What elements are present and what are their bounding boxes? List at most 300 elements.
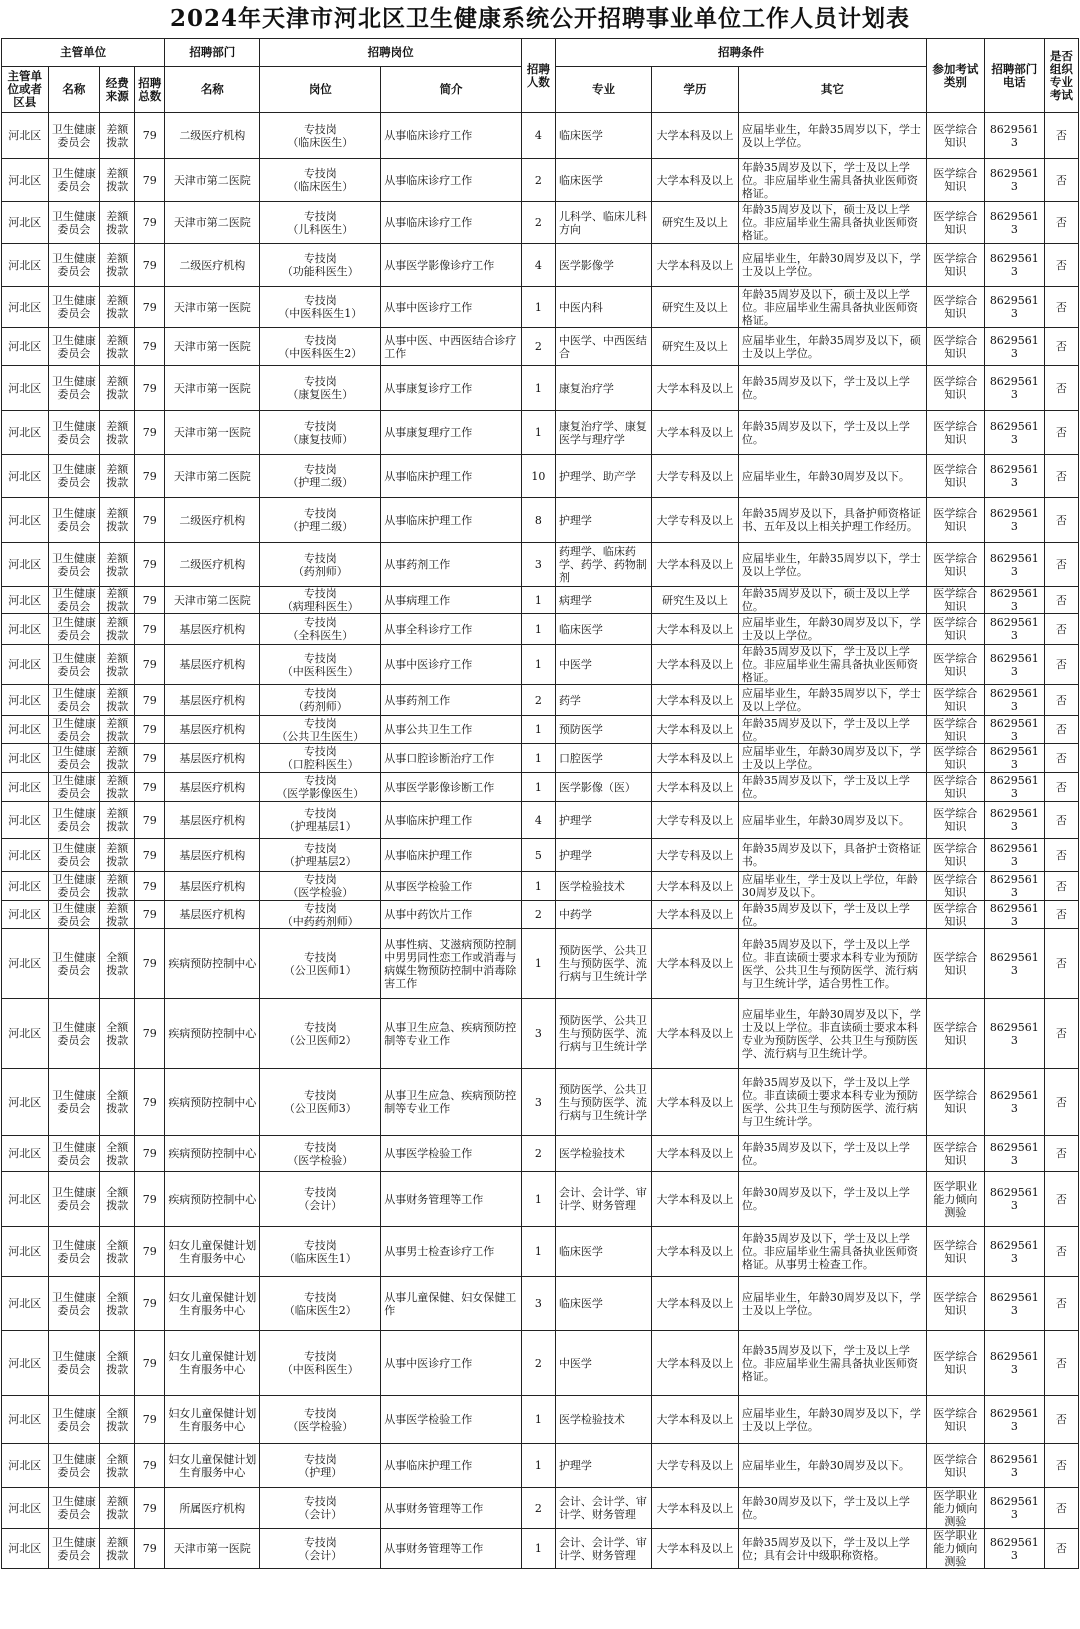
table-row: [2, 159, 1079, 202]
funding-cell: 差额拨款: [100, 202, 135, 244]
major-cell: 康复治疗学、康复医学与理疗学: [555, 411, 651, 455]
page-title: 2024年天津市河北区卫生健康系统公开招聘事业单位工作人员计划表: [169, 5, 910, 32]
unit-name-cell: 卫生健康委员会: [48, 287, 100, 328]
header-group-unit: 主管单位: [2, 39, 165, 67]
pro-exam-cell: 否: [1044, 287, 1078, 328]
position-cell: [260, 411, 381, 455]
district-cell: 河北区: [2, 1069, 49, 1136]
exam-type-cell: 医学综合知识: [926, 839, 984, 872]
phone-cell: 86295613: [984, 328, 1044, 366]
pro-exam-cell: 否: [1044, 685, 1078, 716]
pro-exam-cell: 否: [1044, 1172, 1078, 1227]
unit-name-cell: 卫生健康委员会: [48, 1444, 100, 1488]
other-cell: 年龄35周岁及以下，学士及以上学位。非直读硕士要求本科专业为预防医学、公共卫生与预防医学、流行病与卫生统计学，适合男性工作。: [738, 929, 926, 999]
position-cell: [260, 543, 381, 587]
total-cell: 79: [135, 366, 165, 411]
position-title: （临床医生）: [287, 180, 354, 193]
position-cell: [260, 202, 381, 244]
funding-cell: 差额拨款: [100, 614, 135, 645]
intro-cell: 从事中医、中西医结合诊疗工作: [381, 328, 522, 366]
other-cell: 应届毕业生，年龄30周岁及以下，学士及以上学位。: [738, 1277, 926, 1331]
position-type: 专技岗: [303, 950, 337, 964]
total-cell: 79: [135, 1488, 165, 1529]
unit-name-cell: 卫生健康委员会: [48, 1172, 100, 1227]
funding-cell: 全额拨款: [100, 1172, 135, 1227]
unit-name-cell: 卫生健康委员会: [48, 159, 100, 202]
other-cell: 应届毕业生，年龄30周岁及以下。: [738, 802, 926, 839]
total-cell: 79: [135, 244, 165, 287]
education-cell: 大学本科及以上: [652, 929, 739, 999]
total-cell: 79: [135, 543, 165, 587]
intro-cell: 从事财务管理等工作: [381, 1172, 522, 1227]
position-type: 专技岗: [303, 651, 337, 665]
dept-cell: 基层医疗机构: [165, 716, 260, 744]
position-cell: [260, 113, 381, 159]
exam-type-cell: 医学综合知识: [926, 802, 984, 839]
other-cell: 应届毕业生，年龄35周岁以下，学士及以上学位。: [738, 113, 926, 159]
position-type: 专技岗: [303, 252, 337, 265]
count-cell: 1: [521, 744, 555, 773]
major-cell: 药学: [555, 685, 651, 716]
position-title: （中药药剂师）: [281, 914, 359, 928]
intro-cell: 从事中药饮片工作: [381, 901, 522, 929]
other-cell: 应届毕业生，年龄30周岁及以下，学士及以上学位。: [738, 1396, 926, 1444]
other-cell: 年龄35周岁及以下，具备护师资格证书、五年及以上相关护理工作经历。: [738, 498, 926, 543]
total-cell: 79: [135, 587, 165, 614]
pro-exam-cell: 否: [1044, 1136, 1078, 1172]
total-cell: 79: [135, 1277, 165, 1331]
position-title: （医学影像医生）: [276, 787, 365, 800]
position-cell: [260, 1227, 381, 1277]
table-row: [2, 587, 1079, 614]
position-title: （康复技师）: [287, 432, 354, 446]
count-cell: 1: [521, 929, 555, 999]
table-row: [2, 1227, 1079, 1277]
table-row: [2, 685, 1079, 716]
unit-name-cell: 卫生健康委员会: [48, 773, 100, 802]
table-row: [2, 1444, 1079, 1488]
dept-cell: 基层医疗机构: [165, 614, 260, 645]
major-cell: 中药学: [555, 901, 651, 929]
dept-cell: 二级医疗机构: [165, 244, 260, 287]
education-cell: 大学本科及以上: [652, 614, 739, 645]
pro-exam-cell: 否: [1044, 113, 1078, 159]
intro-cell: 从事药剂工作: [381, 685, 522, 716]
position-type: 专技岗: [303, 774, 337, 787]
intro-cell: 从事中医诊疗工作: [381, 1331, 522, 1396]
count-cell: 10: [521, 455, 555, 498]
phone-cell: 86295613: [984, 1136, 1044, 1172]
unit-name-cell: 卫生健康委员会: [48, 645, 100, 685]
unit-name-cell: 卫生健康委员会: [48, 802, 100, 839]
district-cell: 河北区: [2, 498, 49, 543]
funding-cell: 差额拨款: [100, 839, 135, 872]
district-cell: 河北区: [2, 685, 49, 716]
position-cell: [260, 716, 381, 744]
funding-cell: 差额拨款: [100, 411, 135, 455]
education-cell: 大学本科及以上: [652, 872, 739, 901]
phone-cell: 86295613: [984, 159, 1044, 202]
total-cell: 79: [135, 1136, 165, 1172]
position-title: （临床医生2）: [283, 1303, 357, 1317]
phone-cell: 86295613: [984, 202, 1044, 244]
header-professional-exam: 是否组织专业考试: [1044, 39, 1078, 113]
position-title: （病理科医生）: [281, 600, 359, 613]
dept-cell: 所属医疗机构: [165, 1488, 260, 1529]
phone-cell: 86295613: [984, 1331, 1044, 1396]
exam-type-cell: 医学综合知识: [926, 543, 984, 587]
count-cell: 3: [521, 999, 555, 1069]
position-type: 专技岗: [303, 1089, 337, 1102]
pro-exam-cell: 否: [1044, 901, 1078, 929]
count-cell: 2: [521, 901, 555, 929]
dept-cell: 妇女儿童保健计划生育服务中心: [165, 1396, 260, 1444]
other-cell: 年龄35周岁及以下，硕士及以上学位。非应届毕业生需具备执业医师资格证。: [738, 287, 926, 328]
funding-cell: 差额拨款: [100, 498, 135, 543]
funding-cell: 差额拨款: [100, 587, 135, 614]
position-title: （公卫医师2）: [283, 1033, 357, 1047]
position-cell: [260, 587, 381, 614]
education-cell: 大学本科及以上: [652, 1488, 739, 1529]
exam-type-cell: 医学综合知识: [926, 498, 984, 543]
funding-cell: 差额拨款: [100, 543, 135, 587]
total-cell: 79: [135, 411, 165, 455]
position-title: （中医科医生）: [281, 664, 359, 678]
other-cell: 年龄35周岁及以下，学士及以上学位。: [738, 411, 926, 455]
district-cell: 河北区: [2, 455, 49, 498]
total-cell: 79: [135, 202, 165, 244]
dept-cell: 基层医疗机构: [165, 872, 260, 901]
table-row: [2, 773, 1079, 802]
position-title: （中医科医生2）: [278, 346, 363, 360]
total-cell: 79: [135, 685, 165, 716]
total-cell: 79: [135, 498, 165, 543]
count-cell: 1: [521, 411, 555, 455]
district-cell: 河北区: [2, 1136, 49, 1172]
district-cell: 河北区: [2, 999, 49, 1069]
education-cell: 大学本科及以上: [652, 1277, 739, 1331]
position-title: （功能科医生）: [281, 265, 359, 278]
funding-cell: 差额拨款: [100, 802, 135, 839]
intro-cell: 从事口腔诊断治疗工作: [381, 744, 522, 773]
unit-name-cell: 卫生健康委员会: [48, 1396, 100, 1444]
education-cell: 大学专科及以上: [652, 498, 739, 543]
phone-cell: 86295613: [984, 872, 1044, 901]
pro-exam-cell: 否: [1044, 1488, 1078, 1529]
education-cell: 大学本科及以上: [652, 999, 739, 1069]
dept-cell: 基层医疗机构: [165, 744, 260, 773]
exam-type-cell: 医学综合知识: [926, 901, 984, 929]
table-row: [2, 202, 1079, 244]
other-cell: 年龄30周岁及以下，学士及以上学位。: [738, 1172, 926, 1227]
table-row: [2, 455, 1079, 498]
district-cell: 河北区: [2, 1331, 49, 1396]
unit-name-cell: 卫生健康委员会: [48, 328, 100, 366]
pro-exam-cell: 否: [1044, 543, 1078, 587]
unit-name-cell: 卫生健康委员会: [48, 411, 100, 455]
position-title: （全科医生）: [287, 629, 354, 642]
header-phone: 招聘部门电话: [984, 39, 1044, 113]
count-cell: 1: [521, 872, 555, 901]
phone-cell: 86295613: [984, 716, 1044, 744]
funding-cell: 差额拨款: [100, 744, 135, 773]
education-cell: 大学本科及以上: [652, 1529, 739, 1569]
pro-exam-cell: 否: [1044, 999, 1078, 1069]
table-row: [2, 366, 1079, 411]
count-cell: 2: [521, 1136, 555, 1172]
intro-cell: 从事医学检验工作: [381, 1396, 522, 1444]
count-cell: 1: [521, 1227, 555, 1277]
major-cell: 护理学: [555, 498, 651, 543]
recruitment-table: [1, 38, 1079, 1569]
dept-cell: 天津市第二医院: [165, 587, 260, 614]
dept-cell: 天津市第二医院: [165, 159, 260, 202]
phone-cell: 86295613: [984, 587, 1044, 614]
position-title: （医学检验）: [287, 886, 354, 899]
total-cell: 79: [135, 872, 165, 901]
total-cell: 79: [135, 1444, 165, 1488]
unit-name-cell: 卫生健康委员会: [48, 716, 100, 744]
dept-cell: 基层医疗机构: [165, 839, 260, 872]
education-cell: 大学本科及以上: [652, 113, 739, 159]
unit-name-cell: 卫生健康委员会: [48, 587, 100, 614]
district-cell: 河北区: [2, 1488, 49, 1529]
education-cell: 研究生及以上: [652, 287, 739, 328]
header-dept-name: 名称: [165, 67, 260, 113]
pro-exam-cell: 否: [1044, 202, 1078, 244]
total-cell: 79: [135, 455, 165, 498]
position-cell: [260, 1444, 381, 1488]
pro-exam-cell: 否: [1044, 802, 1078, 839]
position-type: 专技岗: [303, 842, 337, 855]
total-cell: 79: [135, 999, 165, 1069]
district-cell: 河北区: [2, 872, 49, 901]
major-cell: 药理学、临床药学、药学、药物制剂: [555, 543, 651, 587]
position-title: （公共卫生医生）: [276, 729, 365, 743]
education-cell: 大学本科及以上: [652, 1331, 739, 1396]
other-cell: 年龄35周岁及以下，学士及以上学位。非应届毕业生需具备执业医师资格证。从事男士检查工作。: [738, 1227, 926, 1277]
count-cell: 1: [521, 1529, 555, 1569]
unit-name-cell: 卫生健康委员会: [48, 1488, 100, 1529]
total-cell: 79: [135, 802, 165, 839]
position-type: 专技岗: [303, 716, 337, 730]
other-cell: 年龄35周岁及以下，学士及以上学位。非应届毕业生需具备执业医师资格证。: [738, 645, 926, 685]
unit-name-cell: 卫生健康委员会: [48, 744, 100, 773]
table-row: [2, 1069, 1079, 1136]
phone-cell: 86295613: [984, 543, 1044, 587]
education-cell: 研究生及以上: [652, 202, 739, 244]
count-cell: 2: [521, 159, 555, 202]
count-cell: 1: [521, 1444, 555, 1488]
district-cell: 河北区: [2, 1277, 49, 1331]
position-cell: [260, 244, 381, 287]
table-row: [2, 1136, 1079, 1172]
other-cell: 年龄35周岁及以下，学士及以上学位。非应届毕业生需具备执业医师资格证。: [738, 1331, 926, 1396]
phone-cell: 86295613: [984, 685, 1044, 716]
position-type: 专技岗: [303, 1140, 337, 1154]
table-row: [2, 929, 1079, 999]
funding-cell: 全额拨款: [100, 1396, 135, 1444]
intro-cell: 从事财务管理等工作: [381, 1529, 522, 1569]
exam-type-cell: 医学综合知识: [926, 1227, 984, 1277]
funding-cell: 差额拨款: [100, 366, 135, 411]
table-row: [2, 614, 1079, 645]
phone-cell: 86295613: [984, 929, 1044, 999]
education-cell: 大学本科及以上: [652, 716, 739, 744]
position-type: 专技岗: [303, 122, 337, 136]
position-type: 专技岗: [303, 1406, 337, 1420]
intro-cell: 从事病理工作: [381, 587, 522, 614]
phone-cell: 86295613: [984, 901, 1044, 929]
district-cell: 河北区: [2, 901, 49, 929]
header-exam-type: 参加考试类别: [926, 39, 984, 113]
count-cell: 2: [521, 1488, 555, 1529]
major-cell: 护理学: [555, 839, 651, 872]
position-cell: [260, 872, 381, 901]
education-cell: 大学本科及以上: [652, 159, 739, 202]
district-cell: 河北区: [2, 202, 49, 244]
exam-type-cell: 医学综合知识: [926, 113, 984, 159]
other-cell: 年龄35周岁及以下，学士及以上学位。: [738, 1136, 926, 1172]
phone-cell: 86295613: [984, 773, 1044, 802]
total-cell: 79: [135, 113, 165, 159]
phone-cell: 86295613: [984, 498, 1044, 543]
education-cell: 大学本科及以上: [652, 744, 739, 773]
other-cell: 年龄35周岁及以下，学士及以上学位。非直读硕士要求本科专业为预防医学、公共卫生与预防医学、流行病与卫生统计学。: [738, 1069, 926, 1136]
unit-name-cell: 卫生健康委员会: [48, 1277, 100, 1331]
count-cell: 2: [521, 1331, 555, 1396]
phone-cell: 86295613: [984, 1172, 1044, 1227]
count-cell: 2: [521, 202, 555, 244]
intro-cell: 从事医学影像诊疗工作: [381, 244, 522, 287]
dept-cell: 天津市第二医院: [165, 202, 260, 244]
header-unit-name: 名称: [48, 67, 100, 113]
position-title: （中医科医生1）: [278, 307, 363, 320]
position-cell: [260, 287, 381, 328]
total-cell: 79: [135, 614, 165, 645]
dept-cell: 妇女儿童保健计划生育服务中心: [165, 1444, 260, 1488]
other-cell: 应届毕业生，年龄30周岁及以下。: [738, 455, 926, 498]
table-row: [2, 411, 1079, 455]
funding-cell: 全额拨款: [100, 1277, 135, 1331]
funding-cell: 差额拨款: [100, 244, 135, 287]
district-cell: 河北区: [2, 1396, 49, 1444]
other-cell: 年龄35周岁及以下，学士及以上学位。非应届毕业生需具备执业医师资格证。: [738, 159, 926, 202]
education-cell: 大学本科及以上: [652, 543, 739, 587]
major-cell: 临床医学: [555, 113, 651, 159]
table-row: [2, 543, 1079, 587]
funding-cell: 差额拨款: [100, 455, 135, 498]
position-title: （公卫医师1）: [283, 963, 357, 977]
position-cell: [260, 685, 381, 716]
position-cell: [260, 645, 381, 685]
dept-cell: 妇女儿童保健计划生育服务中心: [165, 1227, 260, 1277]
pro-exam-cell: 否: [1044, 1277, 1078, 1331]
count-cell: 8: [521, 498, 555, 543]
phone-cell: 86295613: [984, 1069, 1044, 1136]
major-cell: 护理学: [555, 1444, 651, 1488]
position-type: 专技岗: [303, 1290, 337, 1304]
pro-exam-cell: 否: [1044, 1444, 1078, 1488]
unit-name-cell: 卫生健康委员会: [48, 839, 100, 872]
education-cell: 大学本科及以上: [652, 1227, 739, 1277]
phone-cell: 86295613: [984, 839, 1044, 872]
funding-cell: 差额拨款: [100, 716, 135, 744]
position-cell: [260, 455, 381, 498]
education-cell: 大学本科及以上: [652, 901, 739, 929]
phone-cell: 86295613: [984, 645, 1044, 685]
district-cell: 河北区: [2, 244, 49, 287]
education-cell: 大学本科及以上: [652, 411, 739, 455]
phone-cell: 86295613: [984, 1488, 1044, 1529]
position-cell: [260, 929, 381, 999]
position-type: 专技岗: [303, 507, 337, 520]
count-cell: 1: [521, 1172, 555, 1227]
position-cell: [260, 1277, 381, 1331]
position-type: 专技岗: [303, 1020, 337, 1034]
other-cell: 应届毕业生，年龄30周岁及以下，学士及以上学位。非直读硕士要求本科专业为预防医学、公共卫生与预防医学、流行病与卫生统计学。: [738, 999, 926, 1069]
total-cell: 79: [135, 1396, 165, 1444]
exam-type-cell: 医学综合知识: [926, 1136, 984, 1172]
exam-type-cell: 医学综合知识: [926, 1331, 984, 1396]
exam-type-cell: 医学综合知识: [926, 773, 984, 802]
count-cell: 1: [521, 773, 555, 802]
position-type: 专技岗: [303, 167, 337, 180]
intro-cell: 从事医学检验工作: [381, 872, 522, 901]
pro-exam-cell: 否: [1044, 614, 1078, 645]
unit-name-cell: 卫生健康委员会: [48, 244, 100, 287]
education-cell: 大学专科及以上: [652, 802, 739, 839]
exam-type-cell: 医学综合知识: [926, 685, 984, 716]
funding-cell: 全额拨款: [100, 929, 135, 999]
district-cell: 河北区: [2, 839, 49, 872]
pro-exam-cell: 否: [1044, 498, 1078, 543]
exam-type-cell: 医学综合知识: [926, 411, 984, 455]
position-title: （会计）: [298, 1508, 343, 1521]
position-cell: [260, 159, 381, 202]
dept-cell: 天津市第一医院: [165, 328, 260, 366]
position-title: （康复医生）: [287, 388, 354, 401]
table-row: [2, 1172, 1079, 1227]
district-cell: 河北区: [2, 113, 49, 159]
count-cell: 3: [521, 1277, 555, 1331]
exam-type-cell: 医学职业能力倾向测验: [926, 1172, 984, 1227]
position-cell: [260, 1136, 381, 1172]
table-row: [2, 802, 1079, 839]
table-row: [2, 716, 1079, 744]
position-cell: [260, 498, 381, 543]
education-cell: 大学本科及以上: [652, 1069, 739, 1136]
position-type: 专技岗: [303, 901, 337, 915]
district-cell: 河北区: [2, 716, 49, 744]
major-cell: 会计、会计学、审计学、财务管理: [555, 1488, 651, 1529]
district-cell: 河北区: [2, 543, 49, 587]
exam-type-cell: 医学综合知识: [926, 202, 984, 244]
major-cell: 病理学: [555, 587, 651, 614]
table-row: [2, 901, 1079, 929]
phone-cell: 86295613: [984, 1227, 1044, 1277]
position-cell: [260, 1331, 381, 1396]
major-cell: 预防医学、公共卫生与预防医学、流行病与卫生统计学: [555, 1069, 651, 1136]
education-cell: 大学本科及以上: [652, 773, 739, 802]
exam-type-cell: 医学综合知识: [926, 645, 984, 685]
pro-exam-cell: 否: [1044, 716, 1078, 744]
major-cell: 临床医学: [555, 159, 651, 202]
total-cell: 79: [135, 645, 165, 685]
count-cell: 1: [521, 716, 555, 744]
funding-cell: 差额拨款: [100, 113, 135, 159]
count-cell: 1: [521, 1396, 555, 1444]
